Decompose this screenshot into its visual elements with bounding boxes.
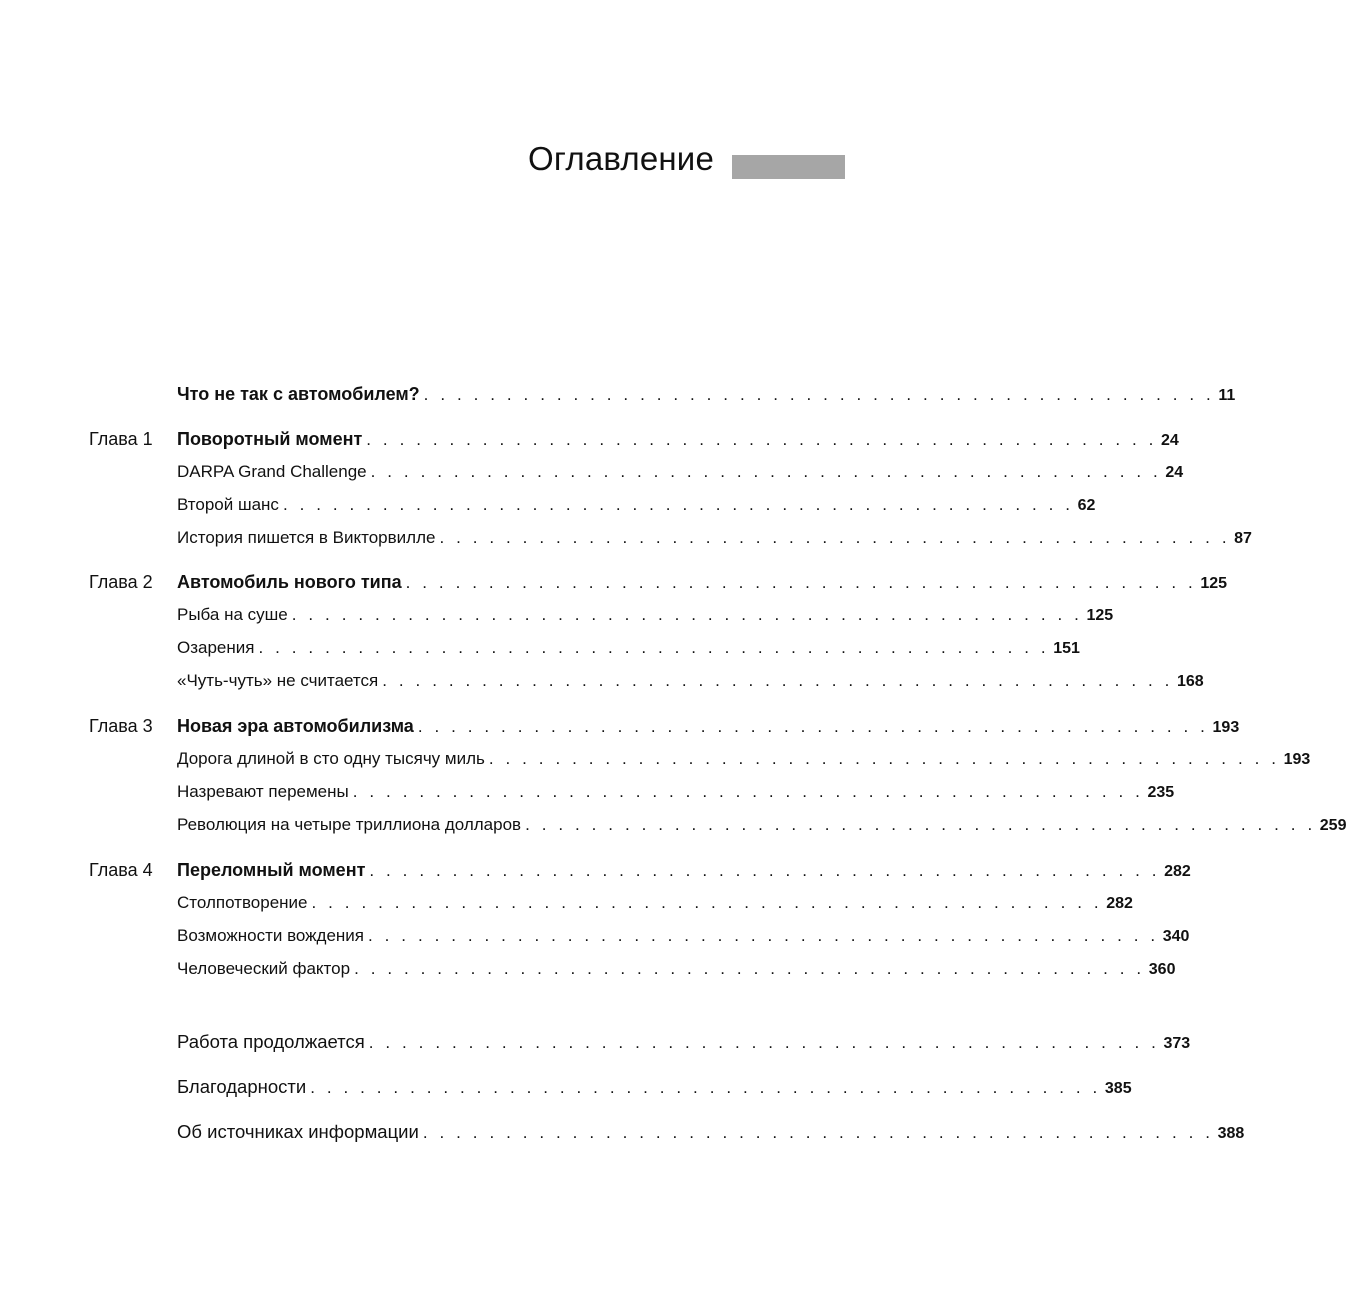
toc-entry-title: Столпотворение xyxy=(177,893,308,912)
title-accent-bar xyxy=(732,155,845,179)
leader-dots: . . . . . . . . . . . . . . . . . . . . . . . . . . . . . . . . . . . . . . . . . . . . . . . . xyxy=(310,1078,1101,1097)
toc-row xyxy=(0,379,1236,409)
leader-dots: . . . . . . . . . . . . . . . . . . . . . . . . . . . . . . . . . . . . . . . . . . . . . . . . xyxy=(417,717,1209,736)
toc-row xyxy=(0,777,1175,807)
toc-entry[interactable] xyxy=(177,1027,1191,1059)
toc-row xyxy=(0,1027,1191,1057)
leader-dots: . . . . . . . . . . . . . . . . . . . . . . . . . . . . . . . . . . . . . . . . . . . . . . . . xyxy=(311,893,1103,912)
toc-entry[interactable] xyxy=(177,1117,1245,1149)
toc-entry[interactable] xyxy=(177,711,1240,743)
toc-row xyxy=(0,457,1184,487)
toc-entry-title: История пишется в Викторвилле xyxy=(177,528,436,547)
toc-row xyxy=(0,666,1204,696)
toc-entry[interactable] xyxy=(177,888,1133,919)
toc-entry-title: Новая эра автомобилизма xyxy=(177,716,414,736)
toc-entry[interactable] xyxy=(177,490,1096,521)
toc-entry-title: Человеческий фактор xyxy=(177,959,351,978)
chapter-label: Глава 3 xyxy=(89,716,153,736)
leader-dots: . . . . . . . . . . . . . . . . . . . . . . . . . . . . . . . . . . . . . . . . . . . . . . . . xyxy=(369,861,1161,880)
toc-entry-title: Рыба на суше xyxy=(177,605,288,624)
toc-page-number: 360 xyxy=(1148,961,1176,978)
leader-dots: . . . . . . . . . . . . . . . . . . . . . . . . . . . . . . . . . . . . . . . . . . . . . . . . xyxy=(366,430,1157,449)
toc-entry-title: Поворотный момент xyxy=(177,429,363,449)
toc-page-number: 388 xyxy=(1217,1125,1245,1142)
toc-page-number: 385 xyxy=(1104,1080,1132,1097)
toc-page-number: 87 xyxy=(1234,530,1252,547)
toc-row xyxy=(0,600,1114,630)
leader-dots: . . . . . . . . . . . . . . . . . . . . . . . . . . . . . . . . . . . . . . . . . . . . . . . . xyxy=(525,815,1316,834)
toc-entry[interactable] xyxy=(177,600,1114,631)
toc-page-number: 125 xyxy=(1200,575,1228,592)
toc-entry-title: DARPA Grand Challenge xyxy=(177,462,367,481)
toc-page-number: 24 xyxy=(1165,464,1184,481)
leader-dots: . . . . . . . . . . . . . . . . . . . . . . . . . . . . . . . . . . . . . . . . . . . . . . . . xyxy=(282,495,1074,514)
toc-entry-title: Работа продолжается xyxy=(177,1031,365,1052)
chapter-label: Глава 2 xyxy=(89,572,153,592)
toc-entry[interactable] xyxy=(177,954,1176,985)
toc-entry[interactable] xyxy=(177,921,1190,952)
toc-row xyxy=(0,888,1133,918)
chapter-label: Глава 1 xyxy=(89,429,153,449)
toc-page-number: 151 xyxy=(1053,640,1080,657)
leader-dots: . . . . . . . . . . . . . . . . . . . . . . . . . . . . . . . . . . . . . . . . . . . . . . . . xyxy=(422,1123,1214,1142)
toc-row xyxy=(0,921,1190,951)
leader-dots: . . . . . . . . . . . . . . . . . . . . . . . . . . . . . . . . . . . . . . . . . . . . . . . . xyxy=(382,671,1173,690)
toc-entry-title: Что не так с автомобилем? xyxy=(177,384,420,404)
toc-page-number: 235 xyxy=(1147,784,1175,801)
toc-entry-title: Дорога длиной в сто одну тысячу миль xyxy=(177,749,485,768)
toc-row xyxy=(0,567,1228,597)
toc-entry-title: Автомобиль нового типа xyxy=(177,572,402,592)
toc-page-number: 373 xyxy=(1163,1035,1191,1052)
page-title: Оглавление xyxy=(528,140,714,177)
toc-entry-title: Возможности вождения xyxy=(177,926,365,945)
toc-page-number: 259 xyxy=(1319,817,1346,834)
toc-entry-title: Второй шанс xyxy=(177,495,279,514)
toc-entry[interactable] xyxy=(177,424,1179,456)
toc-entry-title: Об источниках информации xyxy=(177,1121,419,1142)
toc-row xyxy=(0,523,1252,553)
leader-dots: . . . . . . . . . . . . . . . . . . . . . . . . . . . . . . . . . . . . . . . . . . . . . . . . xyxy=(354,959,1145,978)
toc-page-number: 193 xyxy=(1283,751,1311,768)
toc-row xyxy=(0,810,1346,840)
toc-page-number: 125 xyxy=(1086,607,1114,624)
toc-entry[interactable] xyxy=(177,810,1346,841)
toc-row xyxy=(0,633,1080,663)
leader-dots: . . . . . . . . . . . . . . . . . . . . . . . . . . . . . . . . . . . . . . . . . . . . . . . . xyxy=(423,385,1215,404)
leader-dots: . . . . . . . . . . . . . . . . . . . . . . . . . . . . . . . . . . . . . . . . . . . . . . . . xyxy=(439,528,1231,547)
toc-entry[interactable] xyxy=(177,457,1184,488)
toc-row xyxy=(0,954,1176,984)
toc-page-number: 193 xyxy=(1212,719,1240,736)
toc-row xyxy=(0,424,1179,454)
toc-page-number: 282 xyxy=(1164,863,1191,880)
toc-page-number: 62 xyxy=(1077,497,1096,514)
toc-entry[interactable] xyxy=(177,855,1191,887)
toc-entry[interactable] xyxy=(177,379,1236,411)
leader-dots: . . . . . . . . . . . . . . . . . . . . . . . . . . . . . . . . . . . . . . . . . . . . . . . . xyxy=(368,1033,1160,1052)
toc-page-number: 168 xyxy=(1176,673,1204,690)
toc-entry-title: Благодарности xyxy=(177,1076,307,1097)
leader-dots: . . . . . . . . . . . . . . . . . . . . . . . . . . . . . . . . . . . . . . . . . . . . . . . . xyxy=(488,749,1280,768)
toc-entry[interactable] xyxy=(177,523,1252,554)
toc-row xyxy=(0,711,1240,741)
toc-entry[interactable] xyxy=(177,666,1204,697)
toc-entry-title: Озарения xyxy=(177,638,255,657)
leader-dots: . . . . . . . . . . . . . . . . . . . . . . . . . . . . . . . . . . . . . . . . . . . . . . . . xyxy=(368,926,1159,945)
toc-page-number: 11 xyxy=(1218,387,1236,404)
toc-entry[interactable] xyxy=(177,1072,1132,1104)
toc-entry-title: Назревают перемены xyxy=(177,782,349,801)
leader-dots: . . . . . . . . . . . . . . . . . . . . . . . . . . . . . . . . . . . . . . . . . . . . . . . . xyxy=(291,605,1083,624)
chapter-label: Глава 4 xyxy=(89,860,153,880)
toc-entry[interactable] xyxy=(177,633,1080,664)
toc-entry[interactable] xyxy=(177,777,1175,808)
toc-entry-title: Переломный момент xyxy=(177,860,366,880)
toc-page-number: 282 xyxy=(1106,895,1133,912)
toc-page-number: 24 xyxy=(1160,432,1179,449)
toc-row xyxy=(0,1072,1132,1102)
toc-entry-title: «Чуть-чуть» не считается xyxy=(177,671,379,690)
toc-entry-title: Революция на четыре триллиона долларов xyxy=(177,815,522,834)
toc-entry[interactable] xyxy=(177,744,1311,775)
toc-row xyxy=(0,490,1096,520)
toc-row xyxy=(0,744,1311,774)
toc-entry[interactable] xyxy=(177,567,1228,599)
leader-dots: . . . . . . . . . . . . . . . . . . . . . . . . . . . . . . . . . . . . . . . . . . . . . . . . xyxy=(258,638,1050,657)
toc-row xyxy=(0,855,1191,885)
leader-dots: . . . . . . . . . . . . . . . . . . . . . . . . . . . . . . . . . . . . . . . . . . . . . . . . xyxy=(352,782,1144,801)
leader-dots: . . . . . . . . . . . . . . . . . . . . . . . . . . . . . . . . . . . . . . . . . . . . . . . . xyxy=(405,573,1197,592)
toc-page-number: 340 xyxy=(1162,928,1190,945)
toc-row xyxy=(0,1117,1245,1147)
leader-dots: . . . . . . . . . . . . . . . . . . . . . . . . . . . . . . . . . . . . . . . . . . . . . . . . xyxy=(370,462,1162,481)
